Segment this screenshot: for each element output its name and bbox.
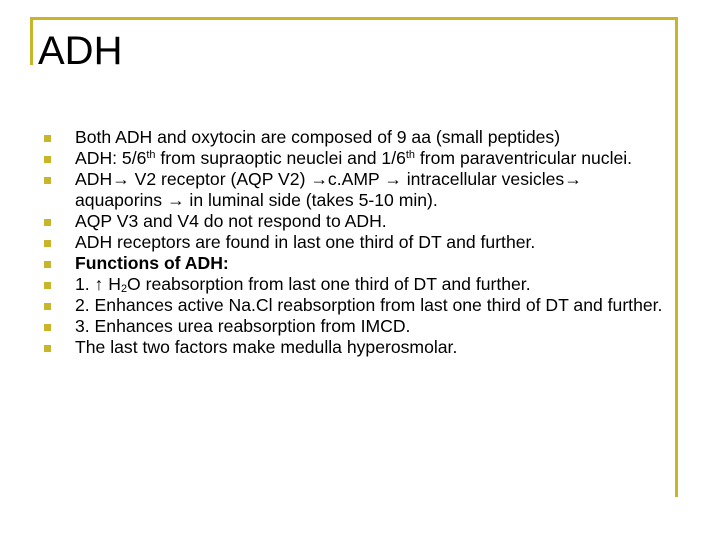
frame-right-line <box>675 17 678 497</box>
bullet-text: 1. ↑ $H_2O$ reabsorption from last one third of DT and further. <box>75 274 531 296</box>
square-bullet-icon <box>44 156 51 163</box>
bullet-text: ADH: 5/6th from supraoptic neuclei and 1/6th from paraventricular nuclei. <box>75 148 633 168</box>
square-bullet-icon <box>44 219 51 226</box>
bullet-item <box>40 148 668 169</box>
bullet-item <box>40 316 668 337</box>
bullet-item <box>40 211 668 232</box>
square-bullet-icon <box>44 135 51 142</box>
square-bullet-icon <box>44 240 51 247</box>
bullet-text-heading: Functions of ADH: <box>75 253 229 273</box>
bullet-item <box>40 127 668 148</box>
bullet-text: 2. Enhances active Na.Cl reabsorption from last one third of DT and further. <box>75 295 663 315</box>
frame-top-line <box>30 17 678 20</box>
square-bullet-icon <box>44 303 51 310</box>
bullet-item <box>40 337 668 358</box>
square-bullet-icon <box>44 324 51 331</box>
frame-left-line <box>30 17 33 65</box>
bullet-item <box>40 274 668 295</box>
square-bullet-icon <box>44 261 51 268</box>
bullet-list <box>40 127 668 358</box>
bullet-item <box>40 253 668 274</box>
bullet-text: AQP V3 and V4 do not respond to ADH. <box>75 211 387 231</box>
bullet-text: The last two factors make medulla hyperosmolar. <box>75 337 458 357</box>
square-bullet-icon <box>44 177 51 184</box>
bullet-text: ADH receptors are found in last one third of DT and further. <box>75 232 536 252</box>
bullet-item <box>40 169 668 211</box>
square-bullet-icon <box>44 282 51 289</box>
bullet-text: 3. Enhances urea reabsorption from IMCD. <box>75 316 411 336</box>
bullet-item <box>40 232 668 253</box>
bullet-text: Both ADH and oxytocin are composed of 9 aa (small peptides) <box>75 127 561 147</box>
bullet-text: ADH→ V2 receptor (AQP V2) →c.AMP → intracellular vesicles→ aquaporins → in luminal side (takes 5-10 min). <box>75 169 582 210</box>
bullet-item <box>40 295 668 316</box>
square-bullet-icon <box>44 345 51 352</box>
slide-title: ADH <box>38 29 123 73</box>
